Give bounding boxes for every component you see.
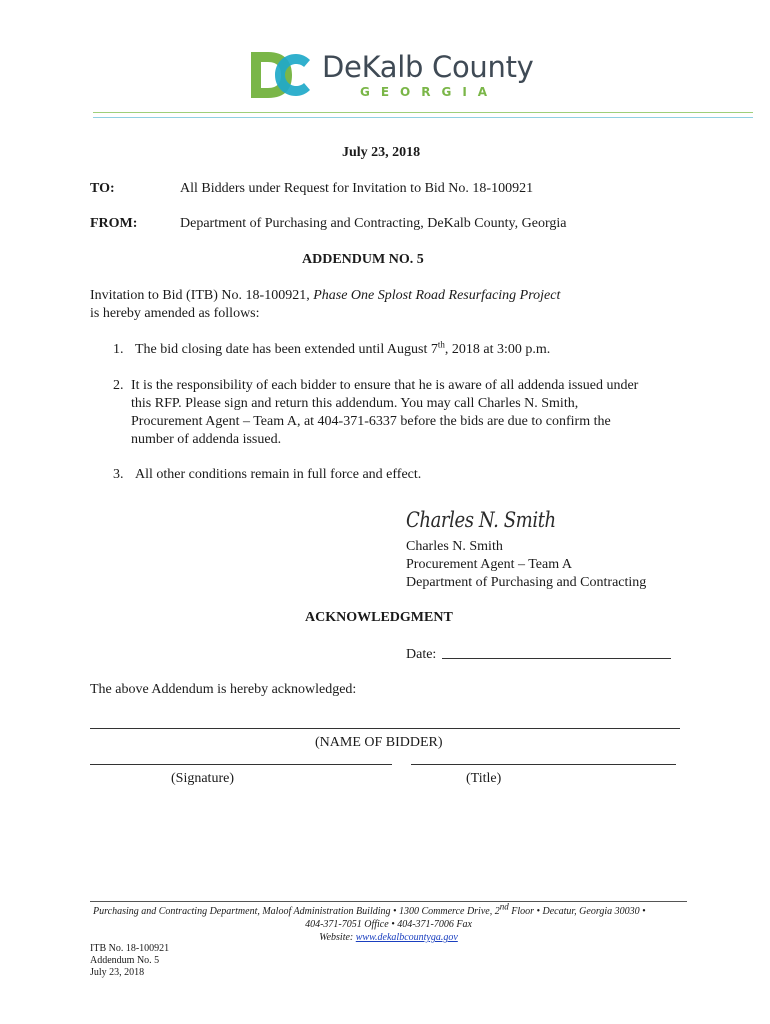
footer-website-label: Website: (319, 932, 356, 943)
acknowledgment-statement: The above Addendum is hereby acknowledged: (90, 682, 357, 697)
intro-line-2: is hereby amended as follows: (90, 306, 260, 321)
project-name: Phase One Splost Road Resurfacing Project (313, 288, 561, 303)
signature-line (90, 764, 392, 765)
footer-website (90, 931, 687, 944)
ref-addendum: Addendum No. 5 (90, 955, 160, 966)
item-1-text-b: , 2018 at 3:00 p.m. (444, 342, 551, 357)
footer-address-a: Purchasing and Contracting Department, Maloof Administration Building • 1300 Commerce Drive, 2 (93, 906, 500, 917)
bidder-name-label: (NAME OF BIDDER) (315, 735, 443, 750)
item-3-number: 3. (113, 467, 124, 482)
footer-address-sup: nd (499, 901, 509, 912)
to-label: TO: (90, 181, 115, 196)
header-rule-green (93, 112, 753, 113)
item-2-line-2: this RFP. Please sign and return this addendum. You may call Charles N. Smith, (131, 396, 579, 411)
item-1-sup: th (437, 339, 445, 350)
addendum-title: ADDENDUM NO. 5 (302, 252, 424, 267)
logo-state-name: GEORGIA (360, 85, 499, 99)
dc-logo-icon (248, 48, 320, 102)
signature-label: (Signature) (171, 771, 234, 786)
intro-line-1 (90, 287, 560, 305)
intro-plain: Invitation to Bid (ITB) No. 18-100921, (90, 288, 314, 303)
item-1-number: 1. (113, 342, 124, 357)
date-label: Date: (406, 647, 437, 662)
handwritten-signature: Charles N. Smith (406, 508, 556, 532)
website-link[interactable]: www.dekalbcountyga.gov (355, 932, 458, 943)
from-value: Department of Purchasing and Contracting, DeKalb County, Georgia (180, 216, 567, 231)
ref-itb: ITB No. 18-100921 (90, 943, 170, 954)
item-2-line-4: number of addenda issued. (131, 432, 282, 447)
footer-phone: 404-371-7051 Office • 404-371-7006 Fax (305, 919, 472, 930)
item-1-text-a: The bid closing date has been extended until August 7 (135, 342, 438, 357)
ref-date: July 23, 2018 (90, 967, 145, 978)
item-2-line-1: It is the responsibility of each bidder to ensure that he is aware of all addenda issued under (131, 378, 639, 393)
item-1-text (135, 341, 550, 359)
title-line (411, 764, 676, 765)
logo-county-name: DeKalb County (322, 50, 534, 84)
to-value: All Bidders under Request for Invitation to Bid No. 18-100921 (180, 181, 534, 196)
from-label: FROM: (90, 216, 138, 231)
signer-name: Charles N. Smith (406, 539, 503, 554)
footer-address (93, 901, 646, 918)
footer-address-b: Floor • Decatur, Georgia 30030 • (508, 906, 646, 917)
signer-title: Procurement Agent – Team A (406, 557, 572, 572)
acknowledgment-heading: ACKNOWLEDGMENT (305, 610, 453, 625)
bidder-name-line (90, 728, 680, 729)
footer-rule (90, 901, 687, 902)
letter-date: July 23, 2018 (342, 145, 421, 160)
date-signature-line (442, 658, 671, 659)
signer-department: Department of Purchasing and Contracting (406, 575, 647, 590)
item-3-text: All other conditions remain in full force and effect. (135, 467, 422, 482)
item-2-number: 2. (113, 378, 124, 393)
item-2-line-3: Procurement Agent – Team A, at 404-371-6337 before the bids are due to confirm the (131, 414, 611, 429)
title-label: (Title) (466, 771, 502, 786)
header-rule-blue (93, 117, 753, 118)
